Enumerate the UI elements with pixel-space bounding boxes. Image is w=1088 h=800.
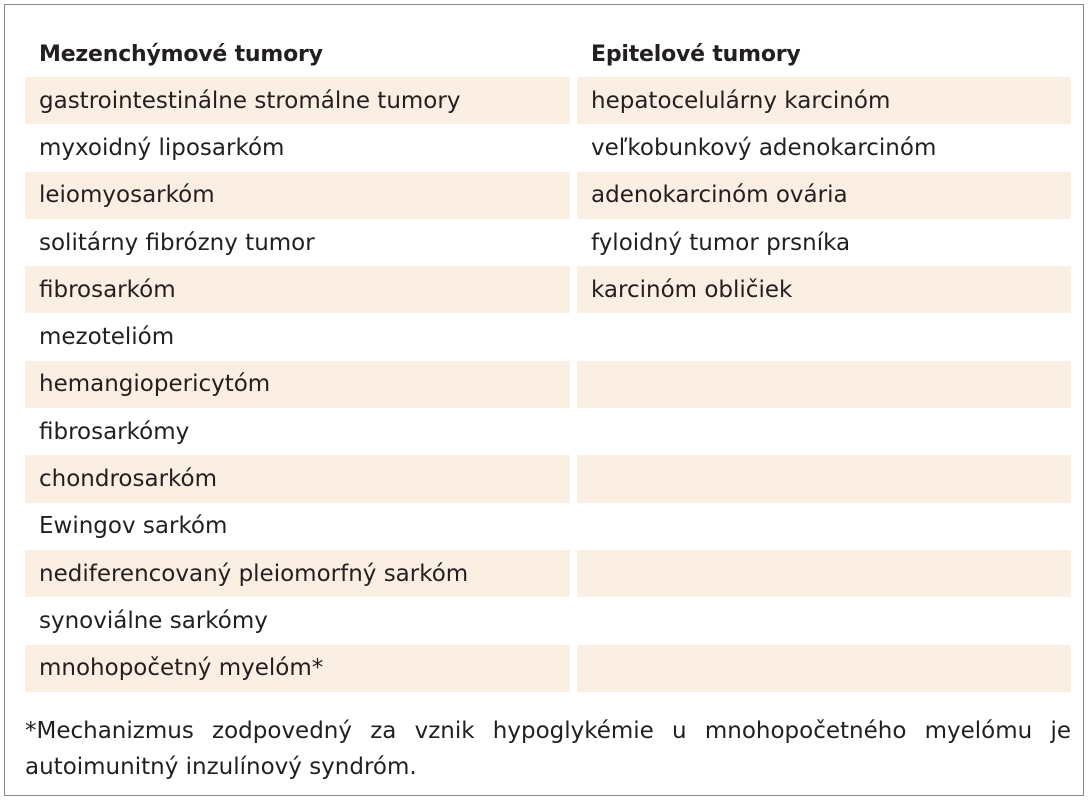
table-cell: chondrosarkóm <box>25 455 570 502</box>
header-mesenchymal: Mezenchýmové tumory <box>39 41 323 67</box>
table-cell: adenokarcinóm ovária <box>577 172 1071 219</box>
table-cell <box>577 597 1071 644</box>
table-row <box>25 550 1071 597</box>
table-cell: synoviálne sarkómy <box>39 607 268 634</box>
table-row <box>25 77 1071 124</box>
table-footnote: *Mechanizmus zodpovedný za vznik hypoglykémie u mnohopočetného myelómu je autoimunitný inzulínový syndróm. <box>25 718 1071 780</box>
table-cell <box>577 550 1071 597</box>
table-cell <box>577 313 1071 360</box>
table-row <box>25 408 1071 455</box>
table-row <box>25 219 1071 266</box>
table-cell <box>577 645 1071 692</box>
table-cell <box>577 455 1071 502</box>
header-epithelial: Epitelové tumory <box>591 41 801 67</box>
table-row <box>25 503 1071 550</box>
table-cell: veľkobunkový adenokarcinóm <box>591 134 937 161</box>
tumor-table <box>25 31 1071 692</box>
table-cell: mnohopočetný myelóm* <box>25 645 570 692</box>
table-cell <box>577 408 1071 455</box>
table-row <box>25 172 1071 219</box>
table-cell: hepatocelulárny karcinóm <box>577 77 1071 124</box>
table-cell: fyloidný tumor prsníka <box>591 229 851 256</box>
table-cell: fibrosarkóm <box>25 266 570 313</box>
table-cell: solitárny fibrózny tumor <box>39 229 315 256</box>
table-cell: gastrointestinálne stromálne tumory <box>25 77 570 124</box>
table-header-row <box>25 31 1071 77</box>
table-cell: fibrosarkómy <box>39 418 190 445</box>
table-cell: Ewingov sarkóm <box>39 513 228 540</box>
table-cell <box>577 361 1071 408</box>
table-row <box>25 455 1071 502</box>
table-row <box>25 645 1071 692</box>
table-cell <box>577 503 1071 550</box>
table-row <box>25 313 1071 360</box>
table-cell: myxoidný liposarkóm <box>39 134 285 161</box>
table-row <box>25 266 1071 313</box>
table-row <box>25 124 1071 171</box>
table-row <box>25 597 1071 644</box>
table-row <box>25 361 1071 408</box>
table-cell: leiomyosarkóm <box>25 172 570 219</box>
table-cell: hemangiopericytóm <box>25 361 570 408</box>
table-frame <box>4 4 1084 796</box>
table-cell: karcinóm obličiek <box>577 266 1071 313</box>
table-cell: nediferencovaný pleiomorfný sarkóm <box>25 550 570 597</box>
table-cell: mezotelióm <box>39 324 175 351</box>
